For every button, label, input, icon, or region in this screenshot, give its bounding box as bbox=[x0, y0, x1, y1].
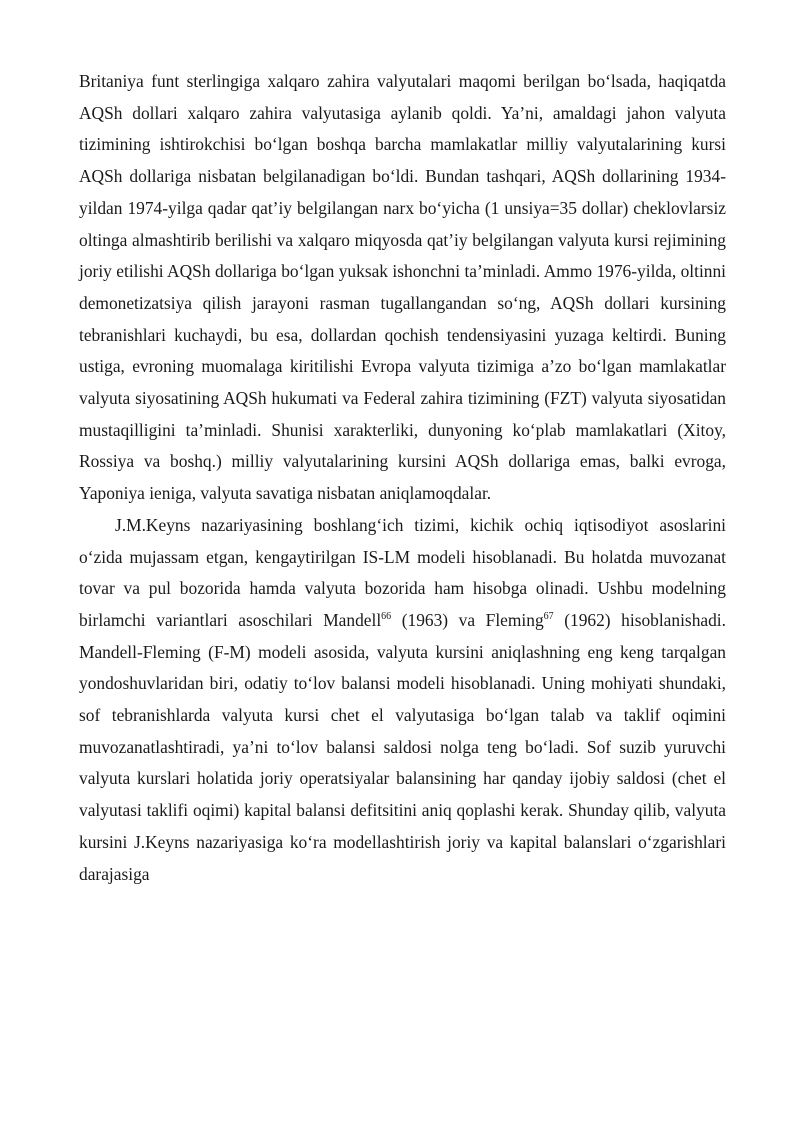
paragraph-1: Britaniya funt sterlingiga xalqaro zahira valyutalari maqomi berilgan bo‘lsada, haqiqatda AQSh dollari xalqaro zahira valyutasiga aylanib qoldi. Ya’ni, amaldagi jahon valyuta tizimining ishtirokchisi bo‘lgan boshqa barcha mamlakatlar milliy valyutalarining kursi AQSh dollariga nisbatan belgilanadigan bo‘ldi. Bundan tashqari, AQSh dollarining 1934-yildan 1974-yilga qadar qat’iy belgilangan narx bo‘yicha (1 unsiya=35 dollar) cheklovlarsiz oltinga almashtirib berilishi va xalqaro miqyosda qat’iy belgilangan valyuta kursi rejimining joriy etilishi AQSh dollariga bo‘lgan yuksak ishonchni ta’minladi. Ammo 1976-yilda, oltinni demonetizatsiya qilish jarayoni rasman tugallangandan so‘ng, AQSh dollari kursining tebranishlari kuchaydi, bu esa, dollardan qochish tendensiyasini yuzaga keltirdi. Buning ustiga, evroning muomalaga kiritilishi Evropa valyuta tizimiga a’zo bo‘lgan mamlakatlar valyuta siyosatining AQSh hukumati va Federal zahira tizimining (FZT) valyuta siyosatidan mustaqilligini ta’minladi. Shunisi xarakterliki, dunyoning ko‘plab mamlakatlari (Xitoy, Rossiya va boshq.) milliy valyutalarining kursini AQSh dollariga emas, balki evroga, Yaponiya ieniga, valyuta savatiga nisbatan aniqlamoqdalar. bbox=[79, 71, 726, 504]
paragraph-2 bbox=[79, 510, 726, 890]
paragraph-2-text-1: J.M.Keyns nazariyasining boshlang‘ich tizimi, kichik ochiq iqtisodiyot asoslarini o‘zida mujassam etgan, kengaytirilgan IS-LM modeli hisoblanadi. Bu holatda muvozanat tovar va pul bozorida hamda valyuta bozorida ham hisobga olinadi. Ushbu modelning birlamchi variantlari asoschilari Mandell bbox=[79, 514, 726, 630]
paragraph-2-text-3: (1962) hisoblanishadi. Mandell-Fleming (F-M) modeli asosida, valyuta kursini aniqlashning eng keng tarqalgan yondoshuvlaridan biri, odatiy to‘lov balansi modeli hisoblanadi. Uning mohiyati shundaki, sof tebranishlarda valyuta kursi chet el valyutasiga bo‘lgan talab va taklif oqimini muvozanatlashtiradi, ya’ni to‘lov balansi saldosi nolga teng bo‘ladi. Sof suzib yuruvchi valyuta kurslari holatida joriy operatsiyalar balansining har qanday ijobiy saldosi (chet el valyutasi taklifi oqimi) kapital balansi defitsitini aniq qoplashi kerak. Shunday qilib, valyuta kursini J.Keyns nazariyasiga ko‘ra modellashtirish joriy va kapital balanslari o‘zgarishlari darajasiga bbox=[79, 609, 726, 884]
footnote-ref-67[interactable]: 67 bbox=[543, 611, 554, 623]
footnote-ref-66[interactable]: 66 bbox=[381, 611, 392, 623]
paragraph-2-text-2: (1963) va Fleming bbox=[391, 609, 544, 630]
document-page bbox=[79, 66, 726, 890]
